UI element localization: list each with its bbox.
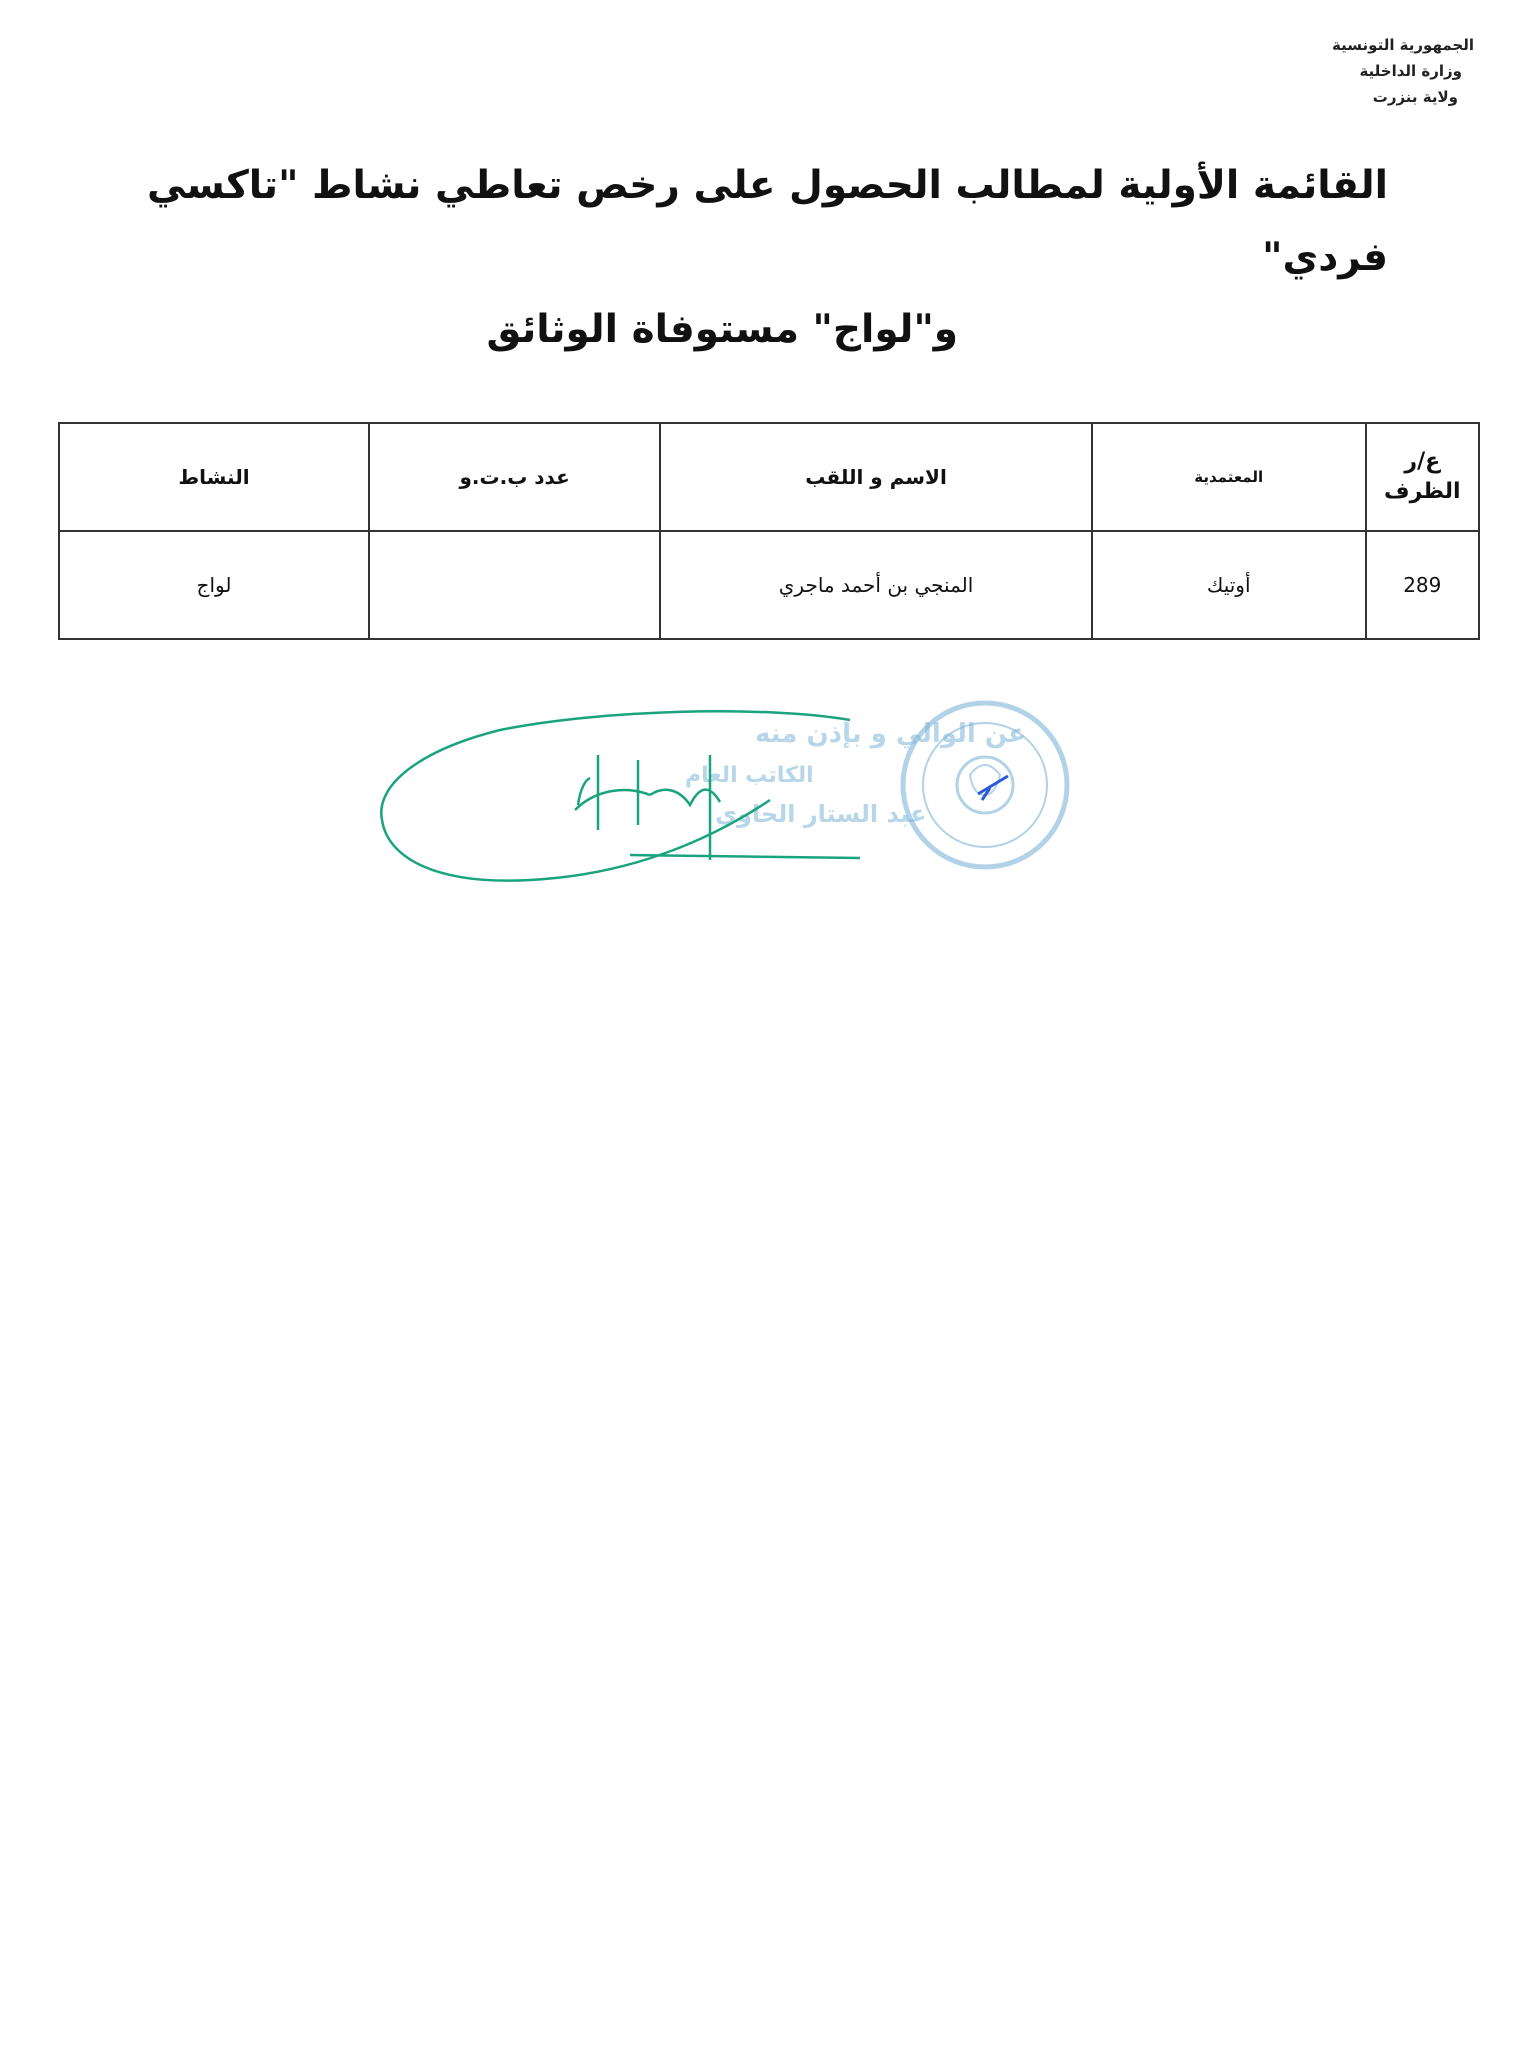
cell-name: المنجي بن أحمد ماجري [660, 531, 1091, 639]
signature-stamp-area [380, 690, 1080, 920]
cell-delegation: أوتيك [1092, 531, 1366, 639]
cell-number: 289 [1366, 531, 1479, 639]
cell-activity: لواج [59, 531, 369, 639]
applicants-table-wrapper [58, 422, 1480, 640]
header-ptv-count: عدد ب.ت.و [369, 423, 660, 531]
stamp-text-line-2: الكاتب العام [685, 763, 814, 788]
header-activity: النشاط [59, 423, 369, 531]
header-name: الاسم و اللقب [660, 423, 1091, 531]
document-title-line-2: و"لواج" مستوفاة الوثائق [486, 307, 958, 352]
document-title-line-1: القائمة الأولية لمطالب الحصول على رخص تعاطي نشاط "تاكسي فردي" [146, 163, 1388, 280]
stamp-text-line-1: عن الوالي و بإذن منه [755, 719, 1027, 749]
stamp-text-line-3: عبد الستار الحاوي [715, 800, 927, 828]
cell-ptv-count [369, 531, 660, 639]
header-block [1214, 32, 1474, 110]
header-number-line-1: ع/ر [1404, 449, 1441, 474]
seal-pen-mark [978, 776, 1008, 800]
header-number-line-2: الظرف [1384, 479, 1461, 504]
table-header-row [59, 423, 1479, 531]
document-title [68, 150, 1388, 366]
applicants-table [58, 422, 1480, 640]
header-delegation: المعتمدية [1092, 423, 1366, 531]
header-ministry: وزارة الداخلية [1359, 62, 1462, 80]
table-row [59, 531, 1479, 639]
header-number [1366, 423, 1479, 531]
header-republic: الجمهورية التونسية [1332, 36, 1474, 54]
header-governorate: ولاية بنزرت [1372, 88, 1458, 106]
signature-stamp-graphic [380, 690, 1080, 920]
